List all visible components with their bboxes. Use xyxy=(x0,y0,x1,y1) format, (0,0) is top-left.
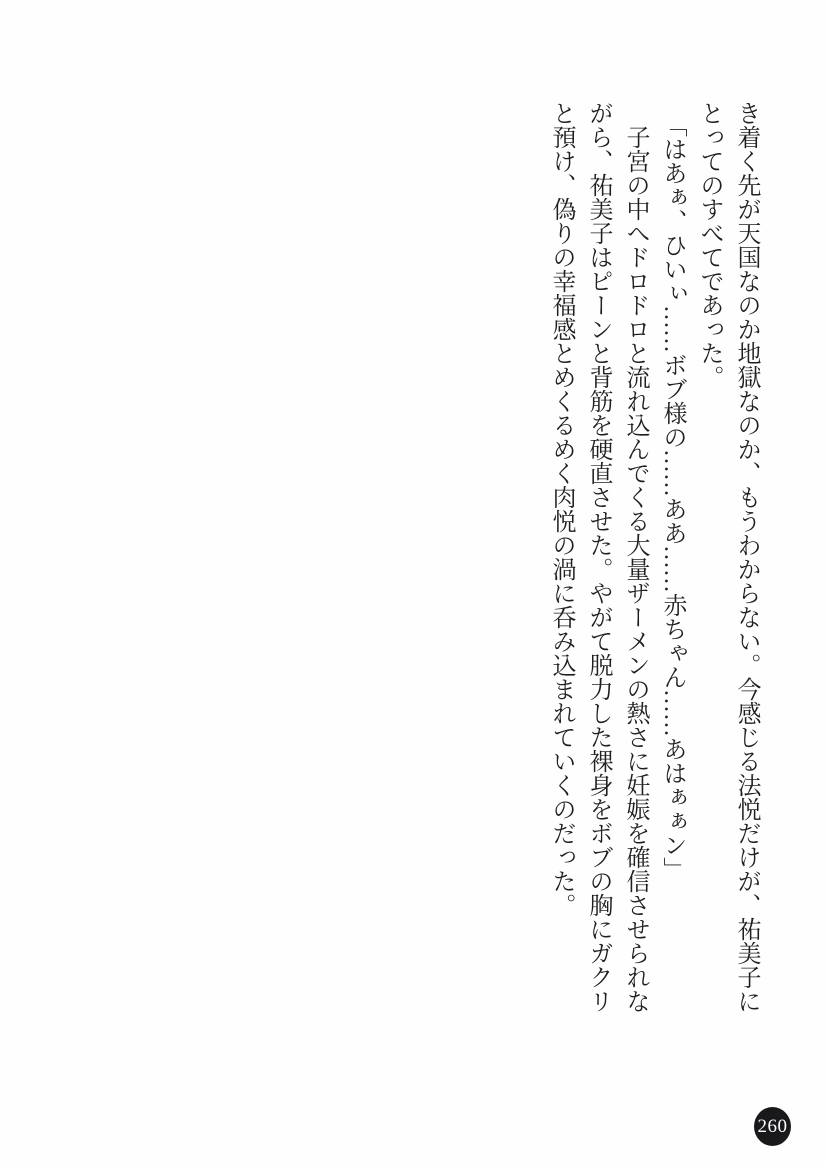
paragraph-dialogue: 「はあぁ、ひいぃ……ボブ様の……ああ……赤ちゃん……あはぁぁン」 xyxy=(659,113,685,881)
paragraph-narration-1: き着く先が天国なのか地獄なのか、もうわからない。今感じる法悦だけが、祐美子にとってのすべてであった。 xyxy=(696,101,759,1013)
paragraph-narration-2: 子宮の中へドロドロと流れ込んでくる大量ザーメンの熱さに妊娠を確信させられながら、祐美子はピーンと背筋を硬直させた。やがて脱力した裸身をボブの胸にガクリと預け、偽りの幸福感とめくるめく肉悦の渦に呑み込まれていくのだった。 xyxy=(548,101,648,1013)
page-number: 260 xyxy=(757,1116,788,1137)
page-number-badge xyxy=(754,1107,791,1146)
vertical-text-block xyxy=(542,101,764,1015)
